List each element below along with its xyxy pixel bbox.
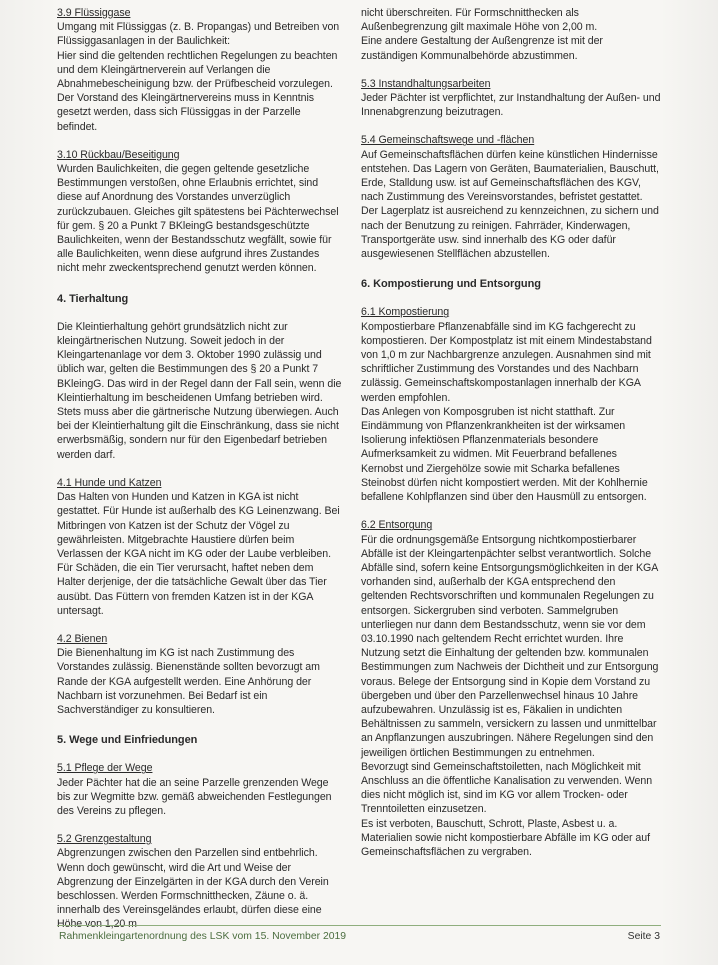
- section-6-1-text: Kompostierbare Pflanzenabfälle sind im KG fachgerecht zu kompostieren. Der Kompostplatz ist mit einem Mindestabstand von 1,0 m zur Nachbargrenze anzulegen. Ausnahmen sind mit schriftlicher Zustimmung des Vorstandes und des Nachbarn zulässig. Gemeinschaftskompostanlagen innerhalb der KGA werden empfohlen.: [361, 320, 652, 404]
- section-3-9-lead: Umgang mit Flüssiggas (z. B. Propangas) und Betreiben von Flüssiggasanlagen in der Baulichkeit:: [57, 21, 340, 48]
- section-4-2-title: 4.2 Bienen: [57, 632, 108, 645]
- section-5-4-title: 5.4 Gemeinschaftswege und -flächen: [361, 134, 535, 147]
- footer-document-title: Rahmenkleingartenordnung des LSK vom 15. November 2019: [59, 931, 347, 942]
- section-6-2-text: Für die ordnungsgemäße Entsorgung nichtkompostierbarer Abfälle ist der Kleingartenpächter selbst verantwortlich. Solche Abfälle sind, sofern keine Entsorgungsmöglichkeiten in der KGA vorhanden sind, außerhalb der KGA entsprechend den geltenden Rechtsvorschriften und kommunalen Regelungen zu entsorgen. Sickergruben sind verboten. Sammelgruben unterliegen nur dann dem Bestandsschutz, wenn sie vor dem 03.10.1990 nach geltendem Recht errichtet wurden. Ihre Nutzung setzt die Einhaltung der geltenden bzw. kommunalen Bestimmungen zum Nachweis der Dichtheit und zur Entsorgung voraus. Belege der Entsorgung sind in Kopie dem Vorstand zu übergeben und über den Parzellenwechsel hinaus 10 Jahre aufzubewahren. Unzulässig ist es, Fäkalien in undichten Behältnissen zu sammeln, versickern zu lassen und unmittelbar an Anpflanzungen auszubringen. Nähere Regelungen sind den jeweiligen örtlichen Bestimmungen zu entnehmen.: [361, 533, 659, 759]
- section-5-2-text: Abgrenzungen zwischen den Parzellen sind entbehrlich. Wenn doch gewünscht, wird die Art und Weise der Abgrenzung der Einzelgärten in der KGA durch den Verein beschlossen. Werden Formschnitthecken, Zäune o. ä. innerhalb des Vereinsgeländes erlaubt, dürfen diese eine Höhe von 1,20 m: [57, 847, 329, 931]
- section-5-2-title: 5.2 Grenzgestaltung: [57, 833, 152, 846]
- section-5-4-text: Auf Gemeinschaftsflächen dürfen keine künstlichen Hindernisse entstehen. Das Lagern von Geräten, Baumaterialien, Bauschutt, Erde, Stalldung usw. ist auf Gemeinschaftsflächen des KGV, nach Zustimmung des Vereinsvorstandes, befristet gestattet. Der Lagerplatz ist ausreichend zu kennzeichnen, zu sichern und nach der Benutzung zu reinigen. Fahrräder, Kinderwagen, Transportgeräte usw. sind innerhalb des KG oder dafür ausgewiesenen Stellflächen abzustellen.: [361, 148, 659, 261]
- footer-divider: [57, 925, 661, 926]
- section-5-3-title: 5.3 Instandhaltungsarbeiten: [361, 77, 491, 90]
- section-4-heading: 4. Tierhaltung: [57, 292, 129, 305]
- section-5-1-title: 5.1 Pflege der Wege: [57, 762, 153, 775]
- section-3-9-text: Hier sind die geltenden rechtlichen Regelungen zu beachten und dem Kleingärtnerverein auf Verlangen die Abnahmebescheinigung bzw. der Prüfbescheid vorzulegen. Der Vorstand des Kleingärtnervereins muss in Kenntnis gesetzt werden, dass sich Flüssiggas in der Parzelle befindet.: [57, 49, 338, 133]
- section-5-2-continued-2: Eine andere Gestaltung der Außengrenze ist mit der zuständigen Kommunalbehörde abzustimmen.: [361, 35, 603, 62]
- section-6-2-title: 6.2 Entsorgung: [361, 519, 433, 532]
- section-4-1-title: 4.1 Hunde und Katzen: [57, 476, 162, 489]
- section-4-text: Die Kleintierhaltung gehört grundsätzlich nicht zur kleingärtnerischen Nutzung. Soweit jedoch in der Kleingartenanlage vor dem 3. Oktober 1990 zulässig und üblich war, gelten die Bestimmungen des § 20 a Punkt 7 BKleingG. Das wird in der Regel dann der Fall sein, wenn die Kleintierhaltung im bescheidenen Umfang betrieben wird. Stets muss aber die gärtnerische Nutzung überwiegen. Auch bei der Kleintierhaltung gilt die Einschränkung, dass sie nicht erwerbsmäßig, sondern nur für den Eigenbedarf betrieben werden darf.: [57, 320, 342, 461]
- section-3-9-title: 3.9 Flüssiggase: [57, 7, 131, 19]
- section-3-10-text: Wurden Baulichkeiten, die gegen geltende gesetzliche Bestimmungen verstoßen, ohne Erlaubnis errichtet, sind diese auf Anordnung des Vorstandes unverzüglich zurückzubauen. Gleiches gilt spätestens bei Pächterwechsel für gem. § 20 a Punkt 7 BKleingG bestandsgeschützte Baulichkeiten, wenn der Bestandsschutz wegfällt, sowie für alle Baulichkeiten, wenn diese aufgrund ihres Zustandes nicht mehr zweckentsprechend genutzt werden können.: [57, 163, 339, 275]
- section-5-1-text: Jeder Pächter hat die an seine Parzelle grenzenden Wege bis zur Wegmitte bzw. gemäß abweichenden Festlegungen des Vereins zu pflegen.: [57, 776, 332, 817]
- section-5-2-continued: nicht überschreiten. Für Formschnitthecken als Außenbegrenzung gilt maximale Höhe von 2,00 m.: [361, 7, 598, 34]
- section-5-3-text: Jeder Pächter ist verpflichtet, zur Instandhaltung der Außen- und Innenabgrenzung beizutragen.: [361, 92, 661, 119]
- section-4-2-text: Die Bienenhaltung im KG ist nach Zustimmung des Vorstandes zulässig. Bienenstände sollten bevorzugt am Rande der KGA aufgestellt werden. Eine Anhörung der Nachbarn ist vorzunehmen. Bei Bedarf ist ein Sachverständiger zu konsultieren.: [57, 647, 320, 716]
- section-5-heading: 5. Wege und Einfriedungen: [57, 734, 198, 747]
- section-6-2-text-3: Es ist verboten, Bauschutt, Schrott, Plaste, Asbest u. a. Materialien sowie nicht kompostierbare Abfälle im KG oder auf Gemeinschaftsflächen zu vergraben.: [361, 817, 651, 858]
- section-6-1-text-2: Das Anlegen von Komposgruben ist nicht statthaft. Zur Eindämmung von Pflanzenkrankheiten ist der wirksamen Isolierung infektiösen Pflanzenmaterials besondere Aufmerksamkeit zu widmen. Mit Feuerbrand befallenes Kernobst und Ziergehölze sowie mit Scharka befallenes Steinobst dürfen nicht kompostiert werden. Mit der Kohlhernie befallene Kohlpflanzen sind über den Hausmüll zu entsorgen.: [361, 405, 648, 504]
- section-4-1-text: Das Halten von Hunden und Katzen in KGA ist nicht gestattet. Für Hunde ist außerhalb des KG Leinenzwang. Bei Mitbringen von Katzen ist der Schutz der Vögel zu gewährleisten. Mitgebrachte Haustiere dürfen beim Verlassen der KGA nicht im KG oder der Laube verbleiben. Für Schäden, die ein Tier verursacht, haftet neben dem Halter derjenige, der die tatsächliche Gewalt über das Tier ausübt. Das Füttern von fremden Katzen ist in der KGA untersagt.: [57, 491, 340, 617]
- footer-page-number: Seite 3: [627, 931, 660, 942]
- section-6-2-text-2: Bevorzugt sind Gemeinschaftstoiletten, nach Möglichkeit mit Anschluss an die öffentliche Kanalisation zu verwenden. Wenn dies nicht möglich ist, sind im KG vor allem Trocken- oder Trenntoiletten einzusetzen.: [361, 760, 653, 816]
- section-6-heading: 6. Kompostierung und Entsorgung: [361, 278, 541, 291]
- section-6-1-title: 6.1 Kompostierung: [361, 306, 450, 319]
- section-3-10-title: 3.10 Rückbau/Beseitigung: [57, 148, 180, 161]
- right-column: [361, 6, 661, 859]
- left-column: [57, 6, 343, 932]
